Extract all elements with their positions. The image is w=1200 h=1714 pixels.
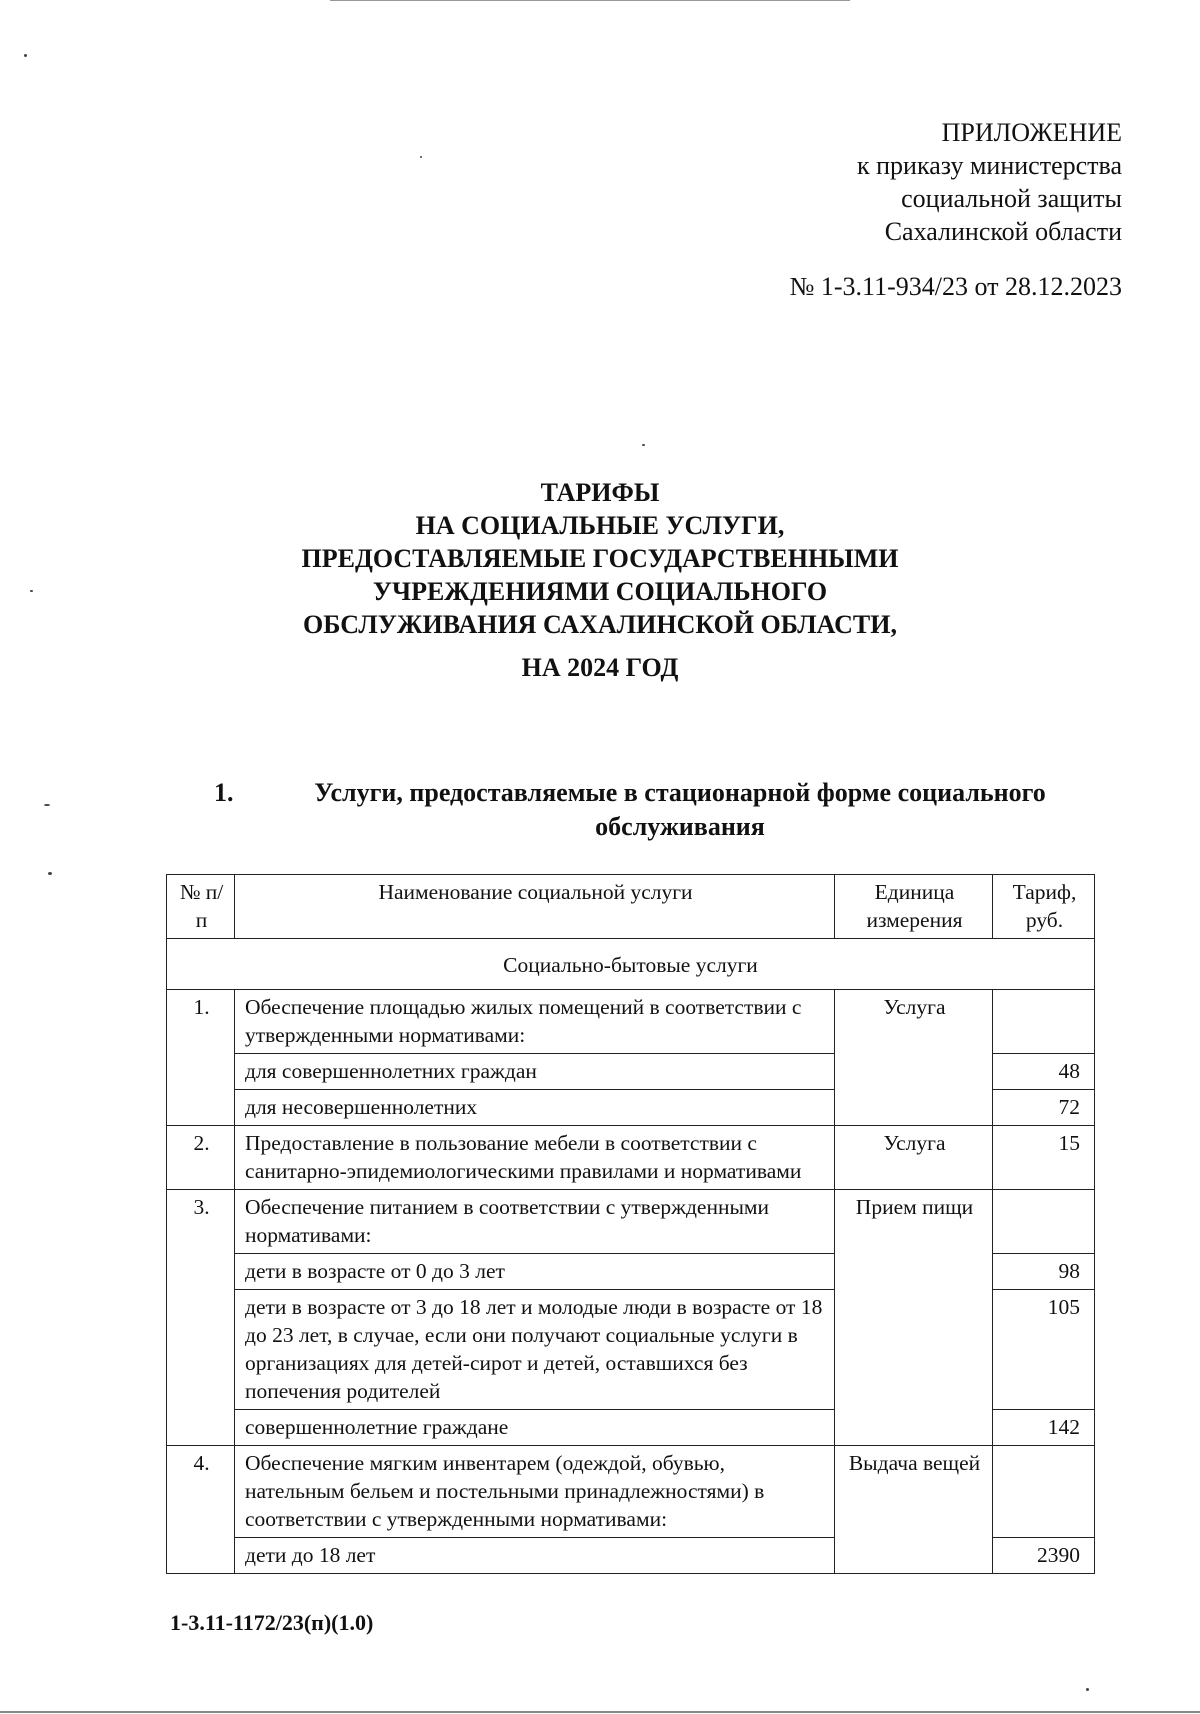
title-line: ПРЕДОСТАВЛЯЕМЫЕ ГОСУДАРСТВЕННЫМИ — [301, 544, 899, 573]
scan-speck — [44, 804, 50, 806]
header-name: Наименование социальной услуги — [235, 875, 835, 939]
group-row — [167, 939, 1095, 990]
row-tariff: 15 — [993, 1126, 1095, 1190]
row-name: Предоставление в пользование мебели в соответствии с санитарно-эпидемиологическими правилами и нормативами — [235, 1126, 835, 1190]
row-name: Обеспечение площадью жилых помещений в соответствии с утвержденными нормативами: — [235, 990, 835, 1054]
subrow-name: дети в возрасте от 3 до 18 лет и молодые люди в возрасте от 18 до 23 лет, в случае, если они получают социальные услуги в организациях для детей-сирот и детей, оставшихся без попечения родителей — [235, 1290, 835, 1410]
title-line: УЧРЕЖДЕНИЯМИ СОЦИАЛЬНОГО — [372, 577, 828, 606]
table-row — [167, 1126, 1095, 1190]
scan-edge-bottom — [0, 1711, 1200, 1713]
subrow-name: дети до 18 лет — [235, 1538, 835, 1574]
subrow-tariff: 2390 — [993, 1538, 1095, 1574]
appendix-line: к приказу министерства — [857, 151, 1122, 180]
subrow-tariff: 142 — [993, 1410, 1095, 1446]
appendix-line: социальной защиты — [901, 184, 1122, 213]
table-row — [167, 1446, 1095, 1538]
row-name: Обеспечение мягким инвентарем (одеждой, обувью, нательным бельем и постельными принадлежностями) в соответствии с утвержденными нормативами: — [235, 1446, 835, 1538]
header-unit: Единица измерения — [835, 875, 993, 939]
title-year: НА 2024 ГОД — [521, 653, 679, 682]
appendix-header — [622, 116, 1122, 303]
document-title — [250, 476, 950, 684]
scan-speck — [24, 54, 27, 57]
appendix-line: ПРИЛОЖЕНИЕ — [941, 118, 1122, 147]
scan-speck — [642, 444, 645, 446]
scan-speck — [30, 590, 33, 592]
row-tariff — [993, 1446, 1095, 1538]
header-num: № п/п — [167, 875, 235, 939]
header-tariff: Тариф, руб. — [993, 875, 1095, 939]
section-heading — [210, 776, 1110, 844]
row-unit: Услуга — [835, 1126, 993, 1190]
row-num: 2. — [167, 1126, 235, 1190]
section-number: 1. — [214, 778, 234, 807]
appendix-line: Сахалинской области — [884, 217, 1122, 246]
table-row — [167, 990, 1095, 1054]
subrow-tariff: 48 — [993, 1054, 1095, 1090]
scan-speck — [1086, 1688, 1089, 1691]
subrow-name: совершеннолетние граждане — [235, 1410, 835, 1446]
scan-speck — [420, 156, 422, 158]
row-unit: Услуга — [835, 990, 993, 1126]
row-num: 3. — [167, 1190, 235, 1446]
title-line: НА СОЦИАЛЬНЫЕ УСЛУГИ, — [415, 511, 785, 540]
scan-edge-top — [330, 0, 850, 1]
scan-speck — [48, 872, 52, 875]
row-unit: Прием пищи — [835, 1190, 993, 1446]
table-header-row — [167, 875, 1095, 939]
tariff-table — [166, 874, 1095, 1574]
document-code: 1-3.11-1172/23(п)(1.0) — [170, 1610, 374, 1635]
subrow-tariff: 98 — [993, 1254, 1095, 1290]
row-unit: Выдача вещей — [835, 1446, 993, 1574]
subrow-tariff: 105 — [993, 1290, 1095, 1410]
row-num: 4. — [167, 1446, 235, 1574]
subrow-name: для совершеннолетних граждан — [235, 1054, 835, 1090]
title-line: ОБСЛУЖИВАНИЯ САХАЛИНСКОЙ ОБЛАСТИ, — [303, 610, 897, 639]
row-tariff — [993, 1190, 1095, 1254]
subrow-name: дети в возрасте от 0 до 3 лет — [235, 1254, 835, 1290]
section-title: Услуги, предоставляемые в стационарной форме социального обслуживания — [314, 778, 1046, 841]
title-line: ТАРИФЫ — [540, 478, 660, 507]
row-tariff — [993, 990, 1095, 1054]
group-title: Социально-бытовые услуги — [167, 939, 1095, 990]
table-row — [167, 1190, 1095, 1254]
row-num: 1. — [167, 990, 235, 1126]
subrow-name: для несовершеннолетних — [235, 1090, 835, 1126]
row-name: Обеспечение питанием в соответствии с утвержденными нормативами: — [235, 1190, 835, 1254]
order-number: № 1-3.11-934/23 от 28.12.2023 — [789, 272, 1122, 301]
subrow-tariff: 72 — [993, 1090, 1095, 1126]
